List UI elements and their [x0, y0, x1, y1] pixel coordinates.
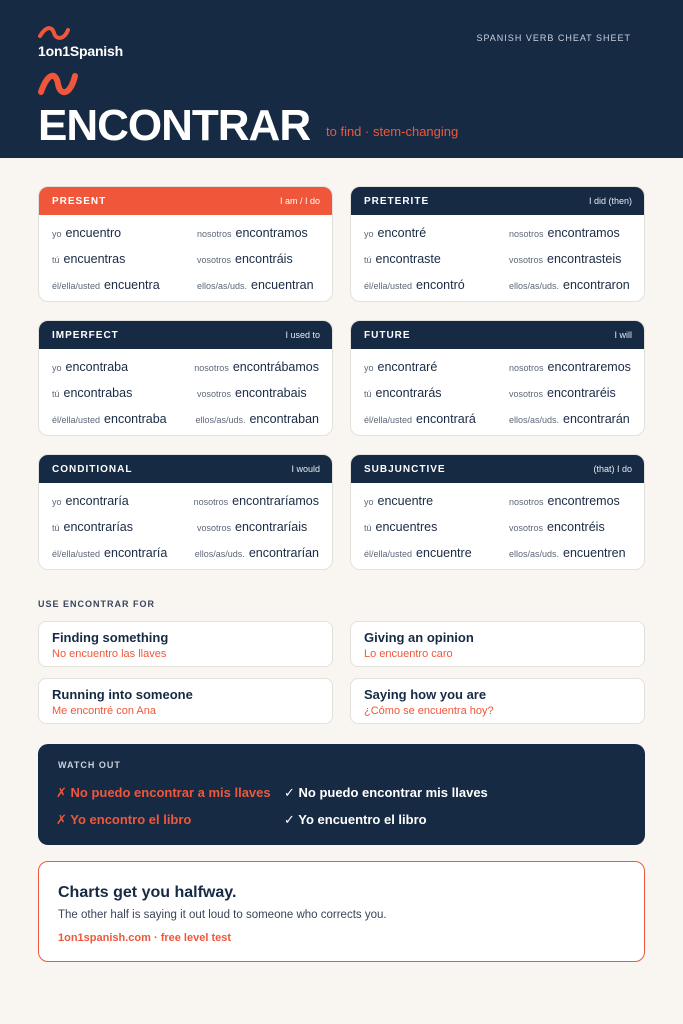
verb-form: encuentre — [377, 494, 434, 508]
verb-form: encuentras — [63, 252, 126, 266]
pronoun: tú — [52, 389, 60, 399]
card-meaning: I used to — [285, 330, 320, 340]
use-example: ¿Cómo se encuentra hoy? — [364, 705, 494, 717]
pronoun: yo — [364, 229, 374, 239]
verb-title: ENCONTRAR — [38, 101, 311, 150]
pronoun: él/ella/usted — [364, 549, 413, 559]
conjugation-row — [364, 246, 631, 272]
pronoun: yo — [52, 229, 62, 239]
use-example: Me encontré con Ana — [52, 705, 156, 717]
card-meaning: I would — [291, 464, 320, 474]
logo-wave-icon — [38, 26, 70, 40]
pronoun: él/ella/usted — [364, 281, 413, 291]
pronoun: ellos/as/uds. — [197, 281, 248, 291]
watch-out-box — [38, 744, 645, 845]
card-title: IMPERFECT — [52, 329, 119, 341]
pronoun: nosotros — [509, 363, 544, 373]
pronoun: vosotros — [197, 255, 232, 265]
pronoun: ellos/as/uds. — [509, 281, 560, 291]
pronoun: ellos/as/uds. — [509, 549, 560, 559]
use-card — [38, 678, 333, 724]
verb-form: encontré — [377, 226, 427, 240]
card-header — [39, 187, 332, 215]
card-meaning: I am / I do — [279, 196, 320, 206]
pronoun: él/ella/usted — [52, 415, 101, 425]
verb-form: encontrábamos — [232, 360, 319, 374]
pronoun: nosotros — [197, 229, 232, 239]
verb-form: encontrarías — [63, 520, 133, 534]
verb-form: encuentra — [104, 278, 160, 292]
verb-form: encontremos — [547, 494, 620, 508]
uses-section-label: USE ENCONTRAR FOR — [38, 599, 156, 609]
wave-decoration-icon — [38, 70, 78, 98]
wrong-example: ✗ No puedo encontrar a mis llaves — [56, 785, 271, 800]
verb-form: encontréis — [547, 520, 605, 534]
pronoun: ellos/as/uds. — [194, 549, 245, 559]
tense-card-preterite — [350, 186, 645, 302]
brand-name[interactable]: 1on1Spanish — [38, 43, 123, 59]
verb-form: encontraremos — [547, 360, 631, 374]
conjugation-row — [52, 514, 319, 540]
tagline: SPANISH VERB CHEAT SHEET — [476, 33, 631, 43]
cta-text: The other half is saying it out loud to someone who corrects you. — [58, 909, 387, 921]
conjugation-row — [364, 540, 631, 566]
pronoun: nosotros — [193, 497, 229, 507]
pronoun: vosotros — [197, 389, 232, 399]
tense-card-future — [350, 320, 645, 436]
correct-example: ✓ Yo encuentro el libro — [284, 812, 427, 827]
verb-form: encontrabais — [235, 386, 307, 400]
card-title: PRETERITE — [364, 195, 430, 207]
card-title: CONDITIONAL — [52, 463, 133, 475]
conjugation-row — [52, 406, 319, 432]
pronoun: ellos/as/uds. — [509, 415, 560, 425]
verb-form: encontrasteis — [547, 252, 622, 266]
conjugation-row — [52, 540, 319, 566]
verb-form: encontraréis — [547, 386, 616, 400]
verb-form: encontrarán — [563, 412, 630, 426]
pronoun: yo — [52, 497, 62, 507]
verb-form: encontró — [416, 278, 465, 292]
pronoun: vosotros — [509, 389, 544, 399]
pronoun: vosotros — [509, 523, 544, 533]
pronoun: ellos/as/uds. — [195, 415, 246, 425]
pronoun: nosotros — [509, 229, 544, 239]
verb-form: encontramos — [547, 226, 620, 240]
use-title: Giving an opinion — [364, 630, 474, 645]
use-card — [38, 621, 333, 667]
verb-form: encuentres — [375, 520, 438, 534]
card-header — [39, 321, 332, 349]
verb-form: encontraríais — [235, 520, 308, 534]
pronoun: yo — [364, 363, 374, 373]
verb-form: encontraré — [377, 360, 438, 374]
verb-form: encontrará — [416, 412, 476, 426]
pronoun: vosotros — [509, 255, 544, 265]
card-meaning: I will — [614, 330, 632, 340]
tense-card-imperfect — [38, 320, 333, 436]
use-card — [350, 621, 645, 667]
verb-form: encontrabas — [63, 386, 133, 400]
verb-form: encuentren — [563, 546, 626, 560]
conjugation-row — [52, 246, 319, 272]
verb-form: encontramos — [235, 226, 308, 240]
header — [0, 0, 683, 158]
card-meaning: (that) I do — [593, 464, 632, 474]
conjugation-row — [364, 380, 631, 406]
use-example: Lo encuentro caro — [364, 648, 453, 660]
cta-box — [38, 861, 645, 962]
pronoun: vosotros — [197, 523, 232, 533]
tense-card-present — [38, 186, 333, 302]
conjugation-row — [364, 354, 631, 380]
watch-out-label: WATCH OUT — [58, 760, 121, 770]
card-meaning: I did (then) — [588, 196, 632, 206]
cta-title: Charts get you halfway. — [58, 884, 237, 901]
verb-form: encontraste — [375, 252, 441, 266]
card-title: PRESENT — [52, 195, 107, 207]
use-card — [350, 678, 645, 724]
pronoun: él/ella/usted — [364, 415, 413, 425]
card-header — [351, 455, 644, 483]
verb-form: encontraban — [249, 412, 319, 426]
conjugation-row — [364, 488, 631, 514]
pronoun: tú — [52, 255, 60, 265]
pronoun: él/ella/usted — [52, 281, 101, 291]
conjugation-row — [52, 380, 319, 406]
pronoun: yo — [52, 363, 62, 373]
pronoun: yo — [364, 497, 374, 507]
pronoun: tú — [364, 389, 372, 399]
verb-form: encontraron — [563, 278, 630, 292]
pronoun: nosotros — [509, 497, 544, 507]
verb-form: encontraba — [104, 412, 167, 426]
conjugation-row — [364, 220, 631, 246]
pronoun: nosotros — [194, 363, 229, 373]
wrong-example: ✗ Yo encontro el libro — [56, 812, 192, 827]
use-title: Running into someone — [52, 687, 193, 702]
verb-form: encontráis — [235, 252, 293, 266]
use-title: Saying how you are — [364, 687, 487, 702]
verb-form: encuentro — [65, 226, 122, 240]
tense-card-conditional — [38, 454, 333, 570]
verb-form: encontraría — [65, 494, 129, 508]
verb-subtitle: to find · stem-changing — [326, 124, 459, 139]
verb-form: encontrarían — [248, 546, 319, 560]
conjugation-row — [52, 354, 319, 380]
tense-card-subjunctive — [350, 454, 645, 570]
conjugation-row — [364, 514, 631, 540]
verb-form: encuentran — [251, 278, 314, 292]
verb-form: encontraríamos — [232, 494, 319, 508]
conjugation-row — [52, 272, 319, 298]
verb-form: encontrarás — [375, 386, 442, 400]
conjugation-row — [364, 406, 631, 432]
verb-form: encuentre — [416, 546, 472, 560]
verb-form: encontraría — [104, 546, 168, 560]
card-header — [351, 321, 644, 349]
card-header — [39, 455, 332, 483]
use-title: Finding something — [52, 630, 169, 645]
pronoun: tú — [364, 523, 372, 533]
use-example: No encuentro las llaves — [52, 648, 167, 660]
pronoun: tú — [52, 523, 60, 533]
cta-link[interactable]: 1on1spanish.com · free level test — [58, 932, 232, 944]
conjugation-row — [364, 272, 631, 298]
conjugation-row — [52, 488, 319, 514]
correct-example: ✓ No puedo encontrar mis llaves — [284, 785, 488, 800]
card-header — [351, 187, 644, 215]
pronoun: él/ella/usted — [52, 549, 101, 559]
pronoun: tú — [364, 255, 372, 265]
card-title: SUBJUNCTIVE — [364, 463, 446, 475]
card-title: FUTURE — [364, 329, 411, 341]
verb-form: encontraba — [65, 360, 129, 374]
conjugation-row — [52, 220, 319, 246]
